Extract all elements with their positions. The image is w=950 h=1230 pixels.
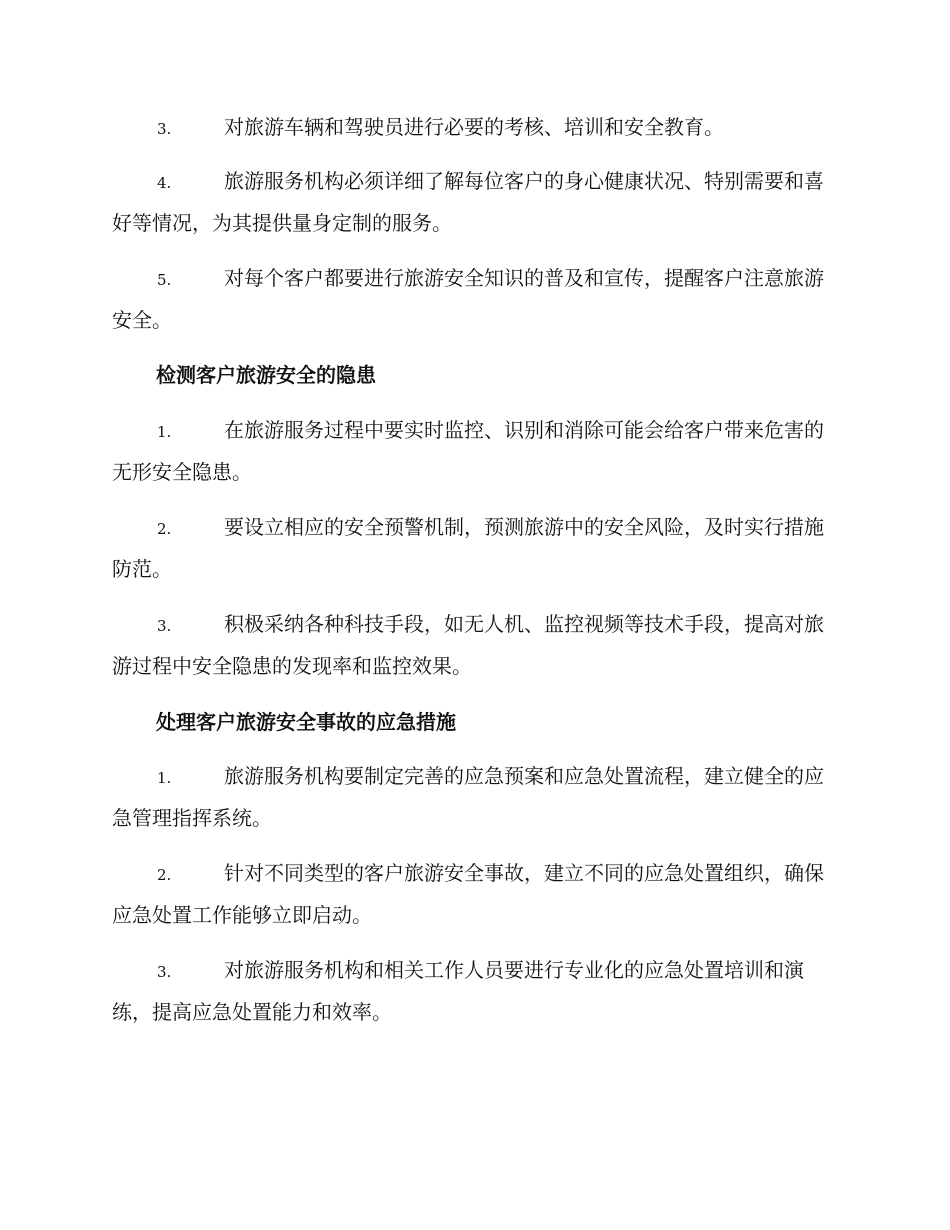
list-item — [112, 258, 837, 340]
item-text: 旅游服务机构要制定完善的应急预案和应急处置流程，建立健全的应急管理指挥系统。 — [112, 764, 824, 830]
section-heading: 检测客户旅游安全的隐患 — [156, 363, 376, 387]
list-item — [112, 853, 837, 935]
list-item — [112, 107, 837, 149]
list-item — [112, 507, 837, 589]
item-text: 针对不同类型的客户旅游安全事故，建立不同的应急处置组织，确保应急处置工作能够立即启动。 — [112, 861, 824, 927]
list-item — [112, 604, 837, 686]
item-number: 1. — [157, 423, 172, 441]
list-item — [112, 756, 837, 838]
item-number: 3. — [157, 617, 172, 635]
item-text: 对每个客户都要进行旅游安全知识的普及和宣传，提醒客户注意旅游安全。 — [112, 266, 824, 332]
item-text: 旅游服务机构必须详细了解每位客户的身心健康状况、特别需要和喜好等情况，为其提供量身定制的服务。 — [112, 169, 824, 235]
item-number: 1. — [157, 769, 172, 787]
item-number: 2. — [157, 520, 172, 538]
item-text: 要设立相应的安全预警机制，预测旅游中的安全风险，及时实行措施防范。 — [112, 515, 824, 581]
item-text: 对旅游服务机构和相关工作人员要进行专业化的应急处置培训和演练，提高应急处置能力和效率。 — [112, 958, 804, 1024]
item-number: 4. — [157, 174, 172, 192]
item-text: 在旅游服务过程中要实时监控、识别和消除可能会给客户带来危害的无形安全隐患。 — [112, 418, 824, 484]
item-number: 5. — [157, 271, 172, 289]
list-item — [112, 161, 837, 243]
list-item — [112, 950, 837, 1032]
list-item — [112, 410, 837, 492]
section-heading: 处理客户旅游安全事故的应急措施 — [156, 710, 456, 734]
item-number: 3. — [157, 120, 172, 138]
item-text: 对旅游车辆和驾驶员进行必要的考核、培训和安全教育。 — [224, 115, 724, 139]
item-text: 积极采纳各种科技手段，如无人机、监控视频等技术手段，提高对旅游过程中安全隐患的发现率和监控效果。 — [112, 612, 824, 678]
item-number: 2. — [157, 866, 172, 884]
item-number: 3. — [157, 963, 172, 981]
